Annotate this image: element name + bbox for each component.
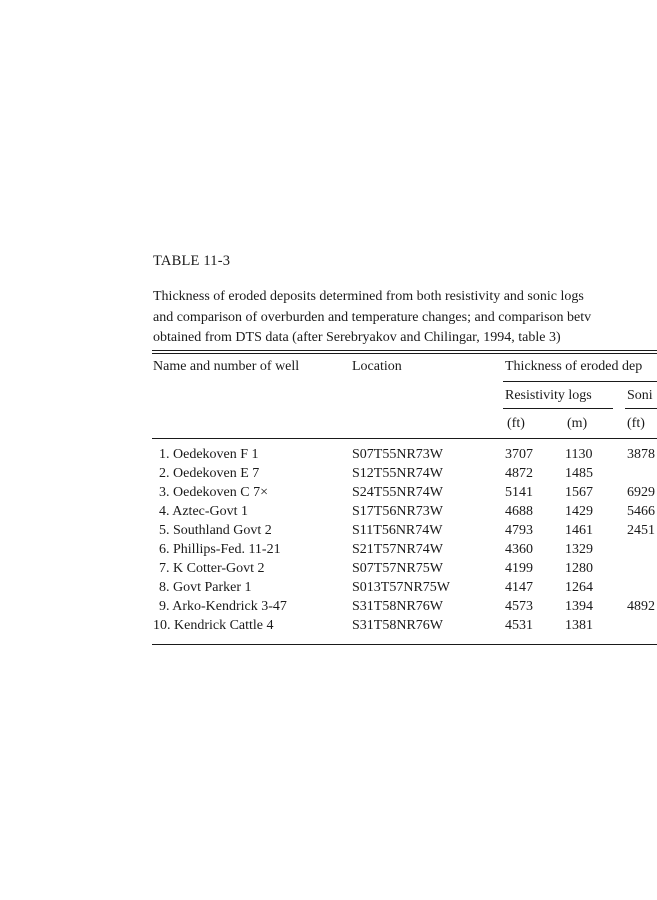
header-sonic-logs: Soni [627,388,653,403]
table-top-rule [152,350,657,351]
table-row [0,599,657,617]
cell-res-ft: 4688 [505,504,533,519]
cell-res-ft: 4872 [505,466,533,481]
cell-well: 2. Oedekoven E 7 [159,466,260,481]
cell-res-m: 1485 [565,466,593,481]
header-group-rule [503,381,657,382]
cell-sonic-ft: 3878 [627,447,655,462]
cell-well: 3. Oedekoven C 7× [159,485,268,500]
table-row [0,561,657,579]
cell-location: S24T55NR74W [352,485,443,500]
header-res-m: (m) [567,416,588,431]
cell-sonic-ft: 5466 [627,504,655,519]
cell-location: S31T58NR76W [352,618,443,633]
cell-res-m: 1429 [565,504,593,519]
cell-location: S31T58NR76W [352,599,443,614]
table-row [0,618,657,636]
cell-sonic-ft: 4892 [627,599,655,614]
table-row [0,447,657,465]
header-sonic-ft: (ft) [627,416,645,431]
cell-location: S21T57NR74W [352,542,443,557]
cell-location: S17T56NR73W [352,504,443,519]
caption-line-3: obtained from DTS data (after Serebryakov and Chilingar, 1994, table 3) [153,330,561,345]
header-thickness-group: Thickness of eroded dep [505,359,643,374]
header-sonic-rule [625,408,657,409]
cell-res-m: 1264 [565,580,593,595]
cell-well: 7. K Cotter-Govt 2 [159,561,265,576]
header-resistivity-logs: Resistivity logs [505,388,592,403]
caption-line-2: and comparison of overburden and temperature changes; and comparison betv [153,309,592,325]
cell-res-ft: 4199 [505,561,533,576]
cell-res-ft: 4573 [505,599,533,614]
table-row [0,504,657,522]
header-location: Location [352,359,402,374]
cell-res-ft: 4147 [505,580,533,595]
caption-line-1: Thickness of eroded deposits determined from both resistivity and sonic logs [153,289,584,304]
cell-location: S013T57NR75W [352,580,450,595]
cell-well: 10. Kendrick Cattle 4 [153,618,274,633]
cell-res-m: 1461 [565,523,593,538]
header-well: Name and number of well [153,359,300,374]
cell-res-ft: 3707 [505,447,533,462]
table-row [0,542,657,560]
header-resistivity-rule [503,408,613,409]
cell-location: S07T57NR75W [352,561,443,576]
cell-location: S07T55NR73W [352,447,443,462]
table-top-rule-double [152,353,657,354]
cell-res-m: 1280 [565,561,593,576]
table-label: TABLE 11-3 [153,253,231,269]
cell-res-ft: 4793 [505,523,533,538]
cell-well: 1. Oedekoven F 1 [159,447,259,462]
table-caption [153,287,657,349]
cell-res-m: 1130 [565,447,593,462]
cell-sonic-ft: 6929 [627,485,655,500]
cell-res-ft: 5141 [505,485,533,500]
cell-well: 9. Arko-Kendrick 3-47 [159,599,287,614]
cell-well: 4. Aztec-Govt 1 [159,504,249,519]
cell-well: 6. Phillips-Fed. 11-21 [159,542,281,557]
cell-res-m: 1381 [565,618,593,633]
table-bottom-rule [152,644,657,645]
cell-sonic-ft: 2451 [627,523,655,538]
cell-res-ft: 4360 [505,542,533,557]
table-row [0,523,657,541]
cell-res-m: 1329 [565,542,593,557]
cell-res-ft: 4531 [505,618,533,633]
table-row [0,466,657,484]
cell-res-m: 1394 [565,599,593,614]
table-row [0,580,657,598]
cell-well: 5. Southland Govt 2 [159,523,272,538]
header-bottom-rule [152,438,657,439]
cell-res-m: 1567 [565,485,593,500]
header-res-ft: (ft) [507,416,525,431]
cell-location: S11T56NR74W [352,523,443,538]
table-row [0,485,657,503]
cell-location: S12T55NR74W [352,466,443,481]
cell-well: 8. Govt Parker 1 [159,580,252,595]
